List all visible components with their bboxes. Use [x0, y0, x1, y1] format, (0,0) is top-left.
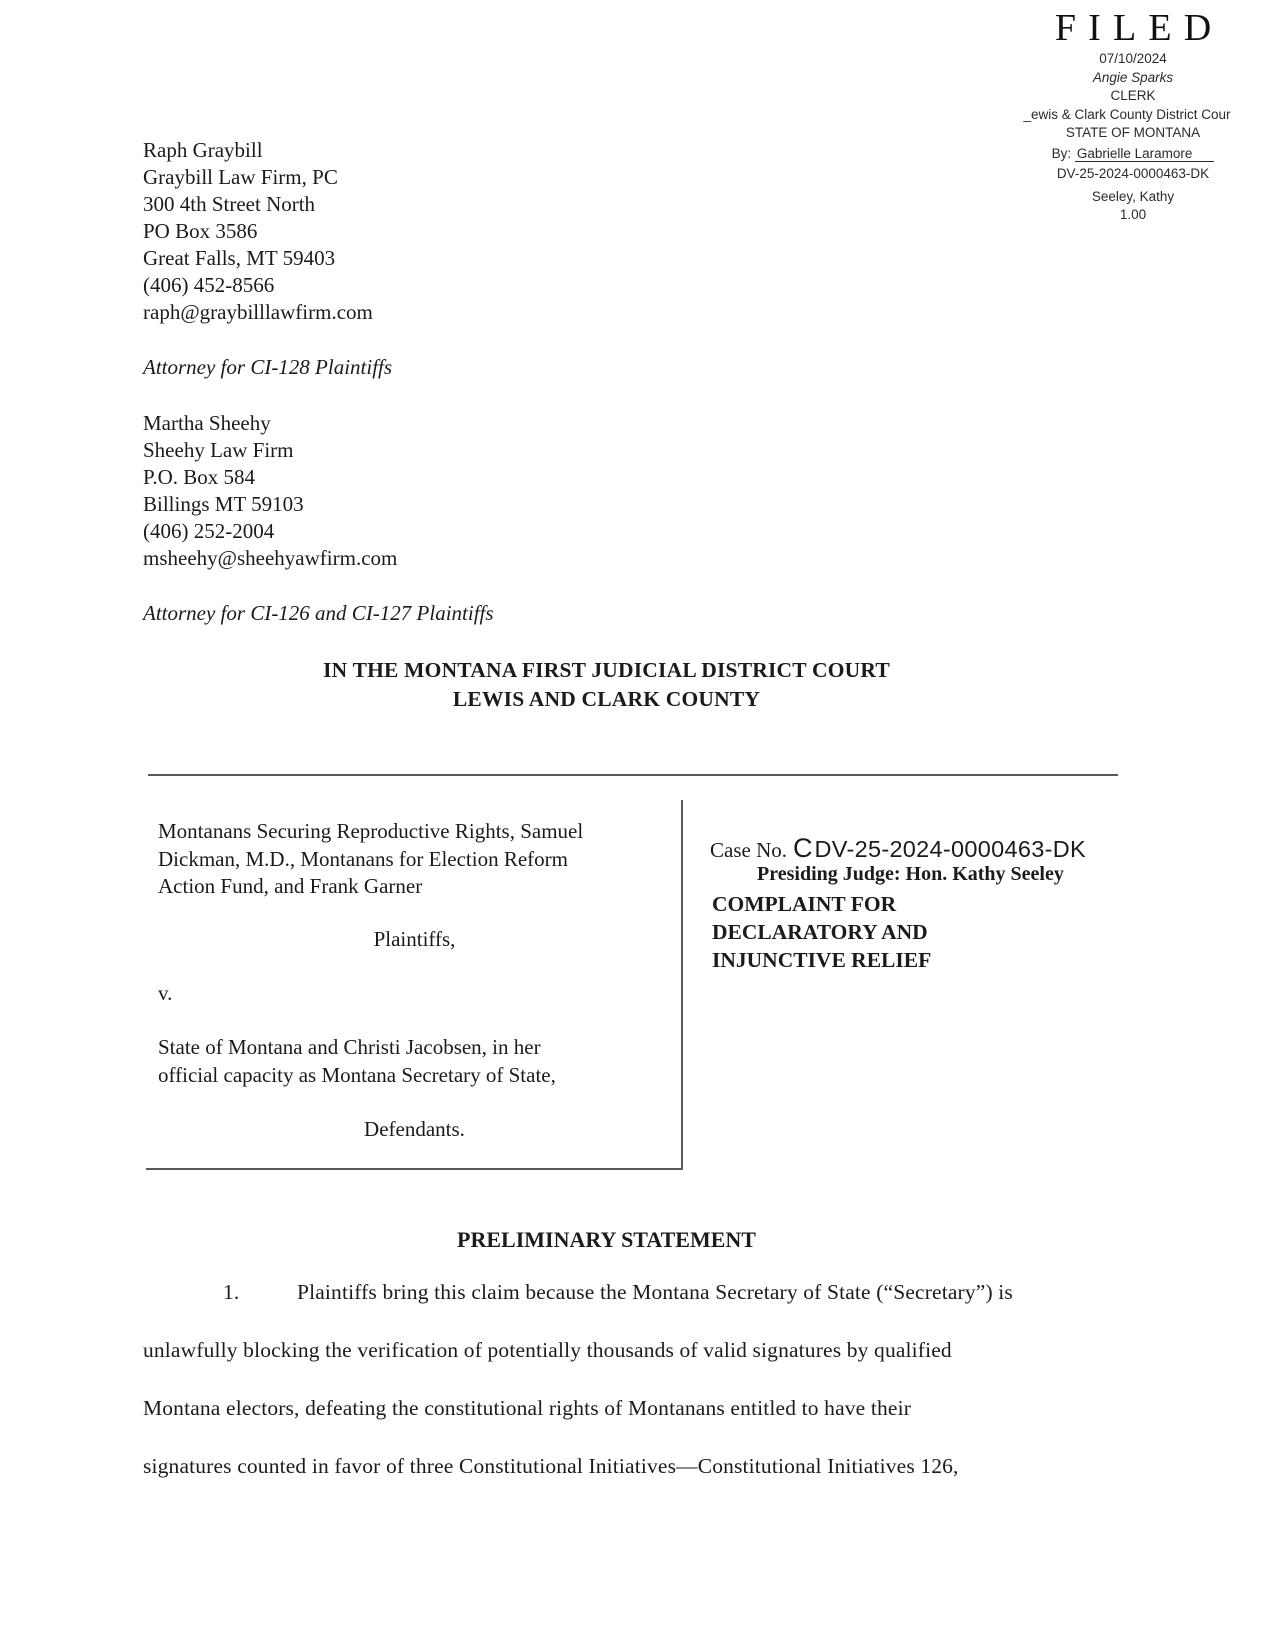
versus-label: v.	[158, 981, 173, 1005]
case-number-prefix: C	[793, 833, 813, 863]
paragraph-1-line-3: Montana electors, defeating the constitutional rights of Montanans entitled to have their	[143, 1396, 912, 1420]
section-heading: PRELIMINARY STATEMENT	[457, 1227, 756, 1252]
stamp-case-number: DV-25-2024-0000463-DK	[1056, 166, 1210, 181]
filed-label: FILED	[1054, 7, 1224, 49]
filed-stamp	[1005, 8, 1261, 225]
by-label: By:	[1051, 145, 1072, 161]
paragraph-text: Plaintiffs bring this claim because the Montana Secretary of State (“Secretary”) is	[297, 1280, 1013, 1304]
attorney-block-graybill	[143, 137, 373, 326]
paragraph-1-line-2: unlawfully blocking the verification of potentially thousands of valid signatures by qualified	[143, 1338, 952, 1362]
plaintiff-names-line: Action Fund, and Frank Garner	[158, 874, 423, 898]
caption-vertical-divider	[681, 800, 683, 1169]
caption-rule-bottom	[146, 1168, 683, 1170]
attorney-city: Billings MT 59103	[143, 492, 304, 516]
plaintiff-names	[158, 818, 583, 901]
attorney-email: msheehy@sheehyawfirm.com	[143, 546, 398, 570]
attorney-pobox: P.O. Box 584	[143, 465, 256, 489]
attorney-phone: (406) 452-8566	[143, 273, 275, 297]
document-title-line: DECLARATORY AND	[712, 920, 928, 944]
document-title	[712, 890, 931, 974]
case-no-label: Case No.	[710, 838, 787, 862]
plaintiff-names-line: Montanans Securing Reproductive Rights, Samuel	[158, 819, 584, 843]
clerk-name: Angie Sparks	[1092, 69, 1174, 85]
paragraph-1-line-4: signatures counted in favor of three Constitutional Initiatives—Constitutional Initiatives 126,	[143, 1454, 959, 1478]
attorney-name: Raph Graybill	[143, 138, 263, 162]
stamp-judge-name: Seeley, Kathy	[1091, 188, 1175, 204]
attorney-firm: Sheehy Law Firm	[143, 438, 294, 462]
attorney-street: 300 4th Street North	[143, 192, 316, 216]
clerk-title: CLERK	[1110, 88, 1156, 103]
defendants-label: Defendants.	[364, 1117, 465, 1141]
court-name-line: _ewis & Clark County District Cour	[1023, 106, 1231, 122]
case-number-value: DV-25-2024-0000463-DK	[814, 836, 1087, 862]
court-heading-line1: IN THE MONTANA FIRST JUDICIAL DISTRICT COURT	[323, 658, 890, 682]
attorney-role-sheehy: Attorney for CI-126 and CI-127 Plaintiffs	[143, 601, 494, 625]
deputy-by-line	[1005, 145, 1261, 164]
attorney-role-graybill: Attorney for CI-128 Plaintiffs	[143, 355, 393, 379]
attorney-email: raph@graybilllawfirm.com	[143, 300, 373, 324]
deputy-name: Gabrielle Laramore	[1075, 146, 1215, 162]
attorney-city: Great Falls, MT 59403	[143, 246, 336, 270]
case-number-line	[710, 833, 1086, 864]
paragraph-number: 1.	[223, 1280, 240, 1304]
attorney-name: Martha Sheehy	[143, 411, 271, 435]
defendant-names-line: State of Montana and Christi Jacobsen, in her	[158, 1035, 541, 1059]
presiding-judge-line: Presiding Judge: Hon. Kathy Seeley	[757, 863, 1064, 885]
defendant-names	[158, 1034, 556, 1089]
defendant-names-line: official capacity as Montana Secretary of State,	[158, 1062, 556, 1087]
attorney-firm: Graybill Law Firm, PC	[143, 165, 338, 189]
plaintiffs-label: Plaintiffs,	[373, 927, 456, 951]
paragraph-1-line-1	[223, 1280, 1013, 1305]
attorney-phone: (406) 252-2004	[143, 519, 275, 543]
filed-date: 07/10/2024	[1099, 51, 1167, 66]
caption-rule-top	[148, 774, 1118, 776]
document-title-line: COMPLAINT FOR	[712, 892, 897, 916]
court-heading-line2: LEWIS AND CLARK COUNTY	[452, 687, 761, 711]
attorney-pobox: PO Box 3586	[143, 219, 258, 243]
attorney-block-sheehy	[143, 410, 397, 572]
stamp-fee: 1.00	[1119, 207, 1147, 222]
state-line: STATE OF MONTANA	[1065, 125, 1201, 140]
plaintiff-names-line: Dickman, M.D., Montanans for Election Reform	[158, 846, 568, 871]
document-title-line: INJUNCTIVE RELIEF	[712, 948, 932, 972]
court-heading	[148, 656, 1065, 714]
